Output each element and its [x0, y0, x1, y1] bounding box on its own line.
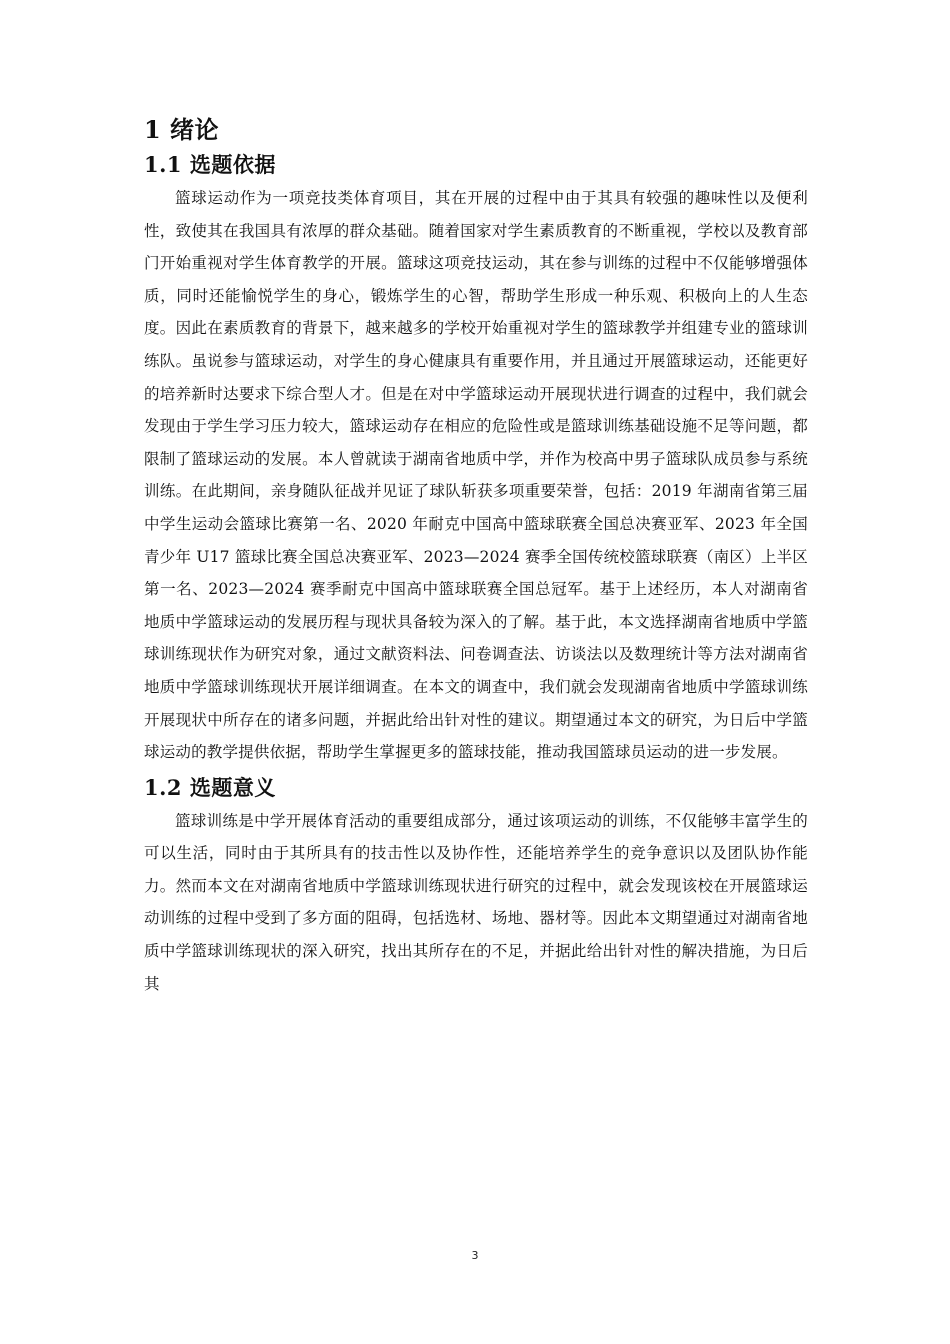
- section-paragraph-1-2: 篮球训练是中学开展体育活动的重要组成部分，通过该项运动的训练，不仅能够丰富学生的可以生活，同时由于其所具有的技击性以及协作性，还能培养学生的竞争意识以及团队协作能力。然而本文在对湖南省地质中学篮球训练现状进行研究的过程中，就会发现该校在开展篮球运动训练的过程中受到了多方面的阻碍，包括选材、场地、器材等。因此本文期望通过对湖南省地质中学篮球训练现状的深入研究，找出其所存在的不足，并据此给出针对性的解决措施，为日后其: [144, 811, 808, 993]
- chapter-heading: 1 绪论: [144, 115, 220, 144]
- page-content: [144, 112, 808, 1000]
- section-heading-1-1: 1.1 选题依据: [144, 152, 276, 177]
- section-heading-1-2: 1.2 选题意义: [144, 774, 276, 800]
- section-paragraph-1-1: 篮球运动作为一项竞技类体育项目，其在开展的过程中由于其具有较强的趣味性以及便利性，致使其在我国具有浓厚的群众基础。随着国家对学生素质教育的不断重视，学校以及教育部门开始重视对学生体育教学的开展。篮球这项竞技运动，其在参与训练的过程中不仅能够增强体质，同时还能愉悦学生的身心，锻炼学生的心智，帮助学生形成一种乐观、积极向上的人生态度。因此在素质教育的背景下，越来越多的学校开始重视对学生的篮球教学并组建专业的篮球训练队。虽说参与篮球运动，对学生的身心健康具有重要作用，并且通过开展篮球运动，还能更好的培养新时达要求下综合型人才。但是在对中学篮球运动开展现状进行调查的过程中，我们就会发现由于学生学习压力较大，篮球运动存在相应的危险性或是篮球训练基础设施不足等问题，都限制了篮球运动的发展。本人曾就读于湖南省地质中学，并作为校高中男子篮球队成员参与系统训练。在此期间，亲身随队征战并见证了球队斩获多项重要荣誉，包括：2019 年湖南省第三届中学生运动会篮球比赛第一名、2020 年耐克中国高中篮球联赛全国总决赛亚军、2023 年全国青少年 U17 篮球比赛全国总决赛亚军、2023—2024 赛季全国传统校篮球联赛（南区）上半区第一名、2023—2024 赛季耐克中国高中篮球联赛全国总冠军。基于上述经历，本人对湖南省地质中学篮球运动的发展历程与现状具备较为深入的了解。基于此，本文选择湖南省地质中学篮球训练现状作为研究对象，通过文献资料法、问卷调查法、访谈法以及数理统计等方法对湖南省地质中学篮球训练现状开展详细调查。在本文的调查中，我们就会发现湖南省地质中学篮球训练开展现状中所存在的诸多问题，并据此给出针对性的建议。期望通过本文的研究，为日后中学篮球运动的教学提供依据，帮助学生掌握更多的篮球技能，推动我国篮球员运动的进一步发展。: [144, 189, 808, 762]
- page-number: 3: [471, 1249, 479, 1262]
